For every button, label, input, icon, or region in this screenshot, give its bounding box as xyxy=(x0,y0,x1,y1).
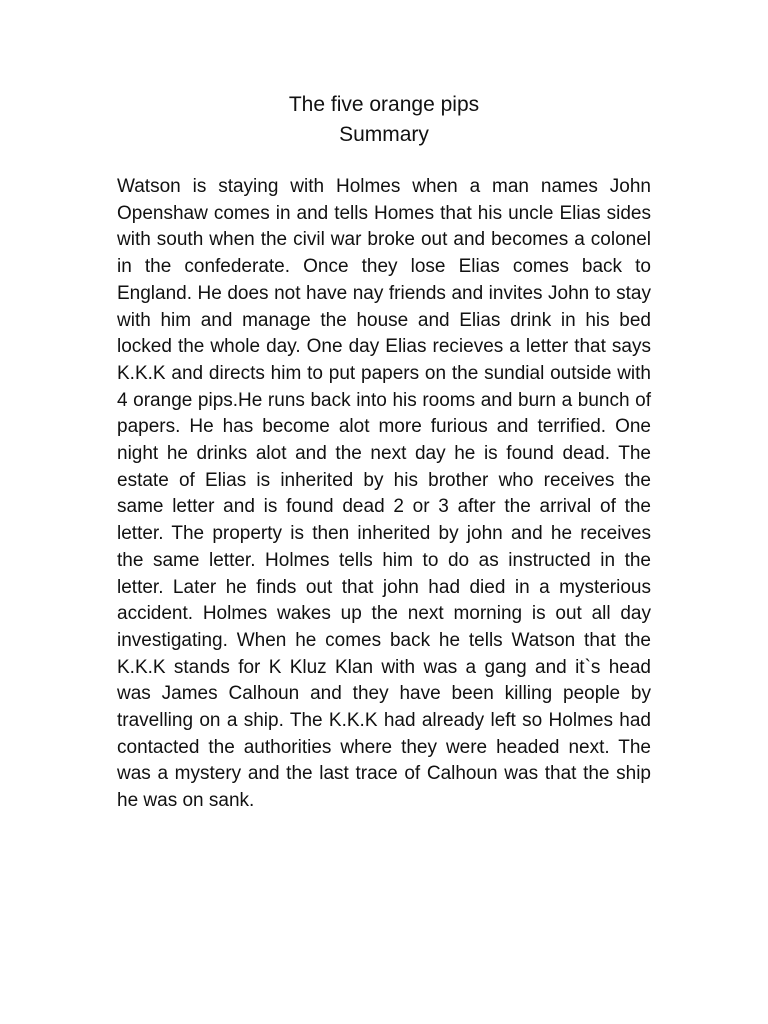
document-subtitle: Summary xyxy=(339,123,429,146)
document-title: The five orange pips xyxy=(288,93,480,116)
title-block xyxy=(0,90,768,150)
summary-paragraph: Watson is staying with Holmes when a man names John Openshaw comes in and tells Homes that his uncle Elias sides with south when the civil war broke out and becomes a colonel in the confederate. Once they lose Elias comes back to England. He does not have nay friends and invites John to stay with him and manage the house and Elias drink in his bed locked the whole day. One day Elias recieves a letter that says K.K.K and directs him to put papers on the sundial outside with 4 orange pips.He runs back into his rooms and burn a bunch of papers. He has become alot more furious and terrified. One night he drinks alot and the next day he is found dead. The estate of Elias is inherited by his brother who receives the same letter and is found dead 2 or 3 after the arrival of the letter. The property is then inherited by john and he receives the same letter. Holmes tells him to do as instructed in the letter. Later he finds out that john had died in a mysterious accident. Holmes wakes up the next morning is out all day investigating. When he comes back he tells Watson that the K.K.K stands for K Kluz Klan with was a gang and it`s head was James Calhoun and they have been killing people by travelling on a ship. The K.K.K had already left so Holmes had contacted the authorities where they were headed next. The was a mystery and the last trace of Calhoun was that the ship he was on sank. xyxy=(117,176,651,812)
